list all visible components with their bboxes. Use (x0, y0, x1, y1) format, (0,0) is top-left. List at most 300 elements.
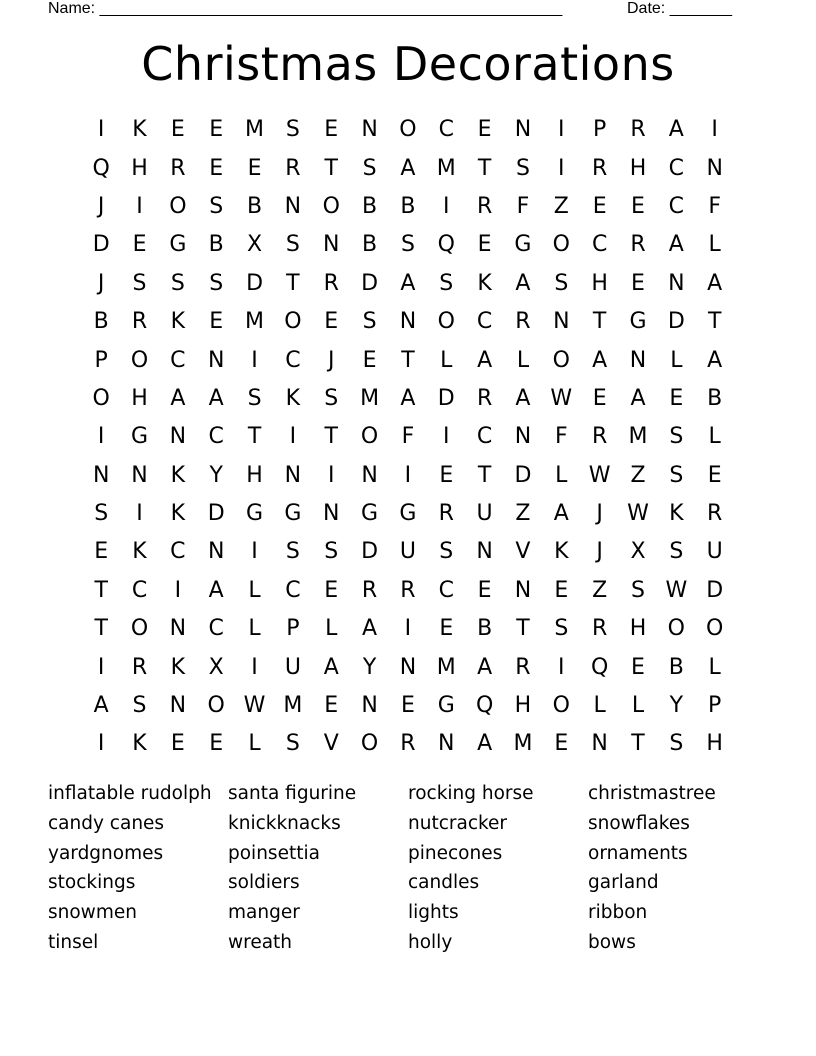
grid-letter: E (132, 232, 147, 258)
grid-letter: T (592, 309, 607, 335)
grid-letter: C (208, 616, 224, 642)
word-list-item: yardgnomes (48, 842, 164, 864)
grid-letter: O (130, 347, 149, 373)
grid-letter: G (130, 424, 149, 450)
grid-letter: A (93, 693, 109, 719)
grid-letter: L (708, 654, 721, 680)
grid-letter: R (630, 232, 646, 258)
grid-letter: M (436, 654, 456, 680)
grid-letter: I (558, 117, 565, 143)
grid-letter: S (554, 270, 569, 296)
grid-letter: N (169, 424, 187, 450)
grid-letter: G (437, 693, 455, 719)
grid-letter: A (477, 731, 493, 757)
grid-letter: K (285, 385, 301, 411)
grid-letter: D (706, 577, 724, 603)
grid-letter: A (515, 270, 531, 296)
grid-row (82, 303, 734, 341)
grid-letter: R (591, 155, 608, 181)
grid-letter: K (170, 654, 186, 680)
grid-letter: M (628, 424, 648, 450)
grid-letter: U (706, 539, 723, 565)
grid-letter: O (552, 232, 570, 258)
word-list-item: poinsettia (228, 842, 320, 864)
grid-row (82, 457, 734, 495)
grid-letter: N (438, 731, 455, 757)
grid-letter: O (399, 117, 417, 143)
grid-letter: R (361, 577, 378, 603)
grid-letter: G (399, 501, 417, 527)
grid-letter: O (360, 731, 379, 757)
grid-letter: R (476, 385, 493, 411)
grid-letter: E (324, 693, 339, 719)
word-list-item: tinsel (48, 931, 99, 953)
grid-letter: E (631, 654, 645, 680)
grid-row (82, 111, 734, 149)
grid-row (82, 610, 734, 648)
grid-letter: O (169, 193, 187, 219)
grid-row (82, 572, 734, 610)
grid-letter: O (552, 693, 570, 719)
grid-letter: Y (362, 654, 377, 680)
grid-letter: O (552, 347, 570, 373)
word-list-item: snowmen (48, 902, 137, 924)
grid-letter: N (284, 462, 302, 488)
grid-letter: E (669, 385, 684, 411)
grid-letter: A (400, 270, 416, 296)
grid-letter: V (323, 731, 339, 757)
word-list-column (48, 779, 228, 958)
grid-letter: E (707, 462, 722, 488)
grid-letter: A (477, 347, 493, 373)
grid-row (82, 341, 734, 379)
grid-letter: L (248, 577, 261, 603)
grid-letter: A (553, 501, 569, 527)
grid-letter: J (327, 347, 335, 373)
grid-letter: K (554, 539, 569, 565)
grid-letter: L (631, 693, 645, 719)
grid-letter: I (251, 347, 258, 373)
word-list-column (228, 779, 408, 958)
grid-letter: A (707, 270, 723, 296)
grid-row (82, 265, 734, 303)
grid-letter: E (477, 577, 492, 603)
grid-letter: Q (437, 232, 455, 258)
letter-grid (82, 111, 734, 764)
grid-letter: M (245, 117, 265, 143)
grid-letter: I (97, 117, 105, 143)
word-list-item: soldiers (228, 872, 300, 894)
grid-letter: K (170, 501, 186, 527)
grid-letter: S (209, 270, 224, 296)
grid-letter: E (324, 577, 339, 603)
grid-letter: L (555, 462, 568, 488)
grid-letter: N (514, 577, 532, 603)
grid-letter: I (136, 193, 143, 219)
grid-letter: I (174, 577, 182, 603)
word-list-item: christmastree (588, 783, 716, 804)
grid-letter: D (92, 232, 110, 258)
grid-letter: S (170, 270, 185, 296)
grid-letter: N (514, 424, 532, 450)
grid-letter: D (207, 501, 225, 527)
grid-letter: P (94, 347, 108, 373)
grid-letter: O (360, 424, 379, 450)
grid-letter: G (284, 501, 302, 527)
grid-letter: S (132, 693, 147, 719)
grid-letter: E (170, 731, 185, 757)
grid-letter: M (513, 731, 533, 757)
grid-letter: W (665, 577, 688, 603)
grid-letter: N (476, 539, 493, 565)
grid-letter: M (245, 309, 265, 335)
grid-letter: I (443, 424, 450, 450)
grid-letter: C (476, 309, 493, 335)
grid-letter: C (438, 117, 454, 143)
grid-letter: W (588, 462, 611, 488)
grid-letter: H (131, 385, 148, 411)
grid-letter: Z (630, 462, 646, 488)
grid-row (82, 725, 734, 763)
word-list-item: holly (408, 931, 453, 953)
grid-letter: Y (669, 693, 684, 719)
grid-letter: T (94, 577, 108, 603)
grid-letter: A (630, 385, 646, 411)
grid-letter: Q (475, 693, 494, 719)
grid-letter: U (476, 501, 493, 527)
grid-letter: L (708, 232, 721, 258)
grid-letter: C (668, 155, 685, 181)
grid-letter: O (437, 309, 455, 335)
grid-letter: I (327, 462, 335, 488)
grid-letter: J (596, 501, 603, 527)
grid-letter: T (247, 424, 262, 450)
word-list (48, 779, 768, 958)
grid-letter: S (439, 539, 454, 565)
grid-letter: A (477, 654, 493, 680)
grid-letter: K (170, 309, 186, 335)
grid-letter: T (516, 616, 530, 642)
grid-letter: F (516, 193, 530, 219)
grid-letter: R (591, 424, 608, 450)
grid-letter: R (630, 117, 646, 143)
grid-letter: D (514, 462, 532, 488)
grid-row (82, 226, 734, 264)
grid-letter: T (324, 155, 338, 181)
grid-letter: B (93, 309, 109, 335)
grid-letter: F (708, 193, 721, 219)
word-list-item: ribbon (588, 902, 648, 924)
grid-letter: E (324, 117, 339, 143)
grid-row (82, 149, 734, 187)
grid-letter: N (131, 462, 148, 488)
grid-letter: G (246, 501, 264, 527)
grid-letter: A (208, 385, 224, 411)
grid-letter: J (596, 539, 603, 565)
word-list-item: pinecones (408, 842, 503, 864)
word-list-item: manger (228, 902, 300, 924)
grid-letter: O (284, 309, 302, 335)
grid-letter: R (285, 155, 301, 181)
grid-letter: N (361, 693, 378, 719)
grid-letter: R (476, 193, 493, 219)
grid-letter: A (362, 616, 378, 642)
grid-letter: R (323, 270, 339, 296)
grid-letter: R (707, 501, 723, 527)
grid-letter: K (132, 731, 147, 757)
grid-letter: S (554, 616, 569, 642)
grid-letter: E (209, 731, 224, 757)
grid-letter: A (208, 577, 224, 603)
grid-letter: A (170, 385, 186, 411)
grid-letter: I (136, 501, 143, 527)
grid-letter: R (438, 501, 454, 527)
grid-letter: L (670, 347, 683, 373)
grid-letter: S (669, 731, 684, 757)
date-field-label: Date: _______ (627, 0, 732, 17)
grid-letter: N (706, 155, 723, 181)
grid-letter: W (627, 501, 649, 527)
grid-letter: L (248, 616, 261, 642)
grid-letter: S (94, 501, 109, 527)
grid-letter: H (246, 462, 263, 488)
grid-letter: X (208, 654, 224, 680)
name-field-label: Name: ____________________________________________________ (48, 0, 563, 17)
grid-letter: R (170, 155, 186, 181)
grid-letter: X (247, 232, 263, 258)
grid-letter: S (285, 232, 300, 258)
grid-letter: K (132, 117, 147, 143)
grid-letter: I (289, 424, 297, 450)
word-list-item: stockings (48, 872, 136, 894)
grid-letter: E (170, 117, 185, 143)
word-list-item: ornaments (588, 842, 688, 864)
grid-letter: P (593, 117, 607, 143)
grid-letter: N (361, 117, 378, 143)
word-list-item: snowflakes (588, 812, 690, 834)
grid-letter: T (477, 155, 492, 181)
grid-letter: R (131, 654, 148, 680)
grid-letter: E (324, 309, 339, 335)
grid-letter: O (706, 616, 724, 642)
grid-letter: E (94, 539, 109, 565)
grid-letter: C (285, 577, 301, 603)
grid-letter: I (251, 654, 258, 680)
grid-letter: E (209, 155, 224, 181)
grid-letter: I (404, 462, 412, 488)
grid-letter: S (439, 270, 454, 296)
grid-letter: K (669, 501, 684, 527)
grid-letter: N (591, 731, 608, 757)
grid-letter: S (669, 424, 684, 450)
word-list-item: garland (588, 872, 659, 894)
grid-letter: N (668, 270, 685, 296)
grid-letter: N (361, 462, 378, 488)
grid-letter: O (667, 616, 685, 642)
grid-letter: C (131, 577, 148, 603)
grid-letter: R (515, 309, 531, 335)
grid-letter: C (591, 232, 608, 258)
grid-letter: T (477, 462, 492, 488)
grid-letter: B (707, 385, 723, 411)
grid-letter: B (400, 193, 416, 219)
grid-letter: S (362, 155, 377, 181)
grid-letter: I (711, 117, 718, 143)
word-list-column (408, 779, 588, 958)
grid-letter: N (323, 232, 340, 258)
grid-letter: S (247, 385, 262, 411)
grid-letter: N (169, 693, 187, 719)
grid-letter: S (324, 539, 339, 565)
grid-letter: O (92, 385, 110, 411)
grid-letter: L (325, 616, 338, 642)
grid-letter: I (97, 424, 105, 450)
grid-row (82, 380, 734, 418)
grid-letter: T (631, 731, 645, 757)
grid-letter: Z (515, 501, 531, 527)
grid-letter: M (436, 155, 456, 181)
grid-letter: S (669, 462, 684, 488)
grid-letter: I (97, 654, 105, 680)
grid-letter: S (209, 193, 224, 219)
grid-letter: D (361, 270, 379, 296)
grid-letter: G (361, 501, 379, 527)
grid-letter: C (170, 347, 186, 373)
grid-letter: E (439, 462, 454, 488)
grid-letter: J (97, 270, 105, 296)
grid-letter: G (514, 232, 532, 258)
word-list-item: inflatable rudolph (48, 783, 212, 804)
grid-letter: G (169, 232, 187, 258)
grid-letter: L (440, 347, 453, 373)
grid-letter: A (707, 347, 723, 373)
grid-letter: A (400, 385, 416, 411)
grid-letter: Y (209, 462, 223, 488)
grid-letter: P (286, 616, 300, 642)
grid-letter: A (323, 654, 339, 680)
grid-letter: E (209, 117, 224, 143)
grid-row (82, 533, 734, 571)
grid-letter: B (668, 654, 684, 680)
grid-letter: E (631, 270, 645, 296)
grid-letter: N (553, 309, 570, 335)
grid-letter: K (170, 462, 186, 488)
grid-letter: T (707, 309, 722, 335)
grid-letter: G (629, 309, 647, 335)
grid-letter: U (399, 539, 416, 565)
grid-letter: O (130, 616, 149, 642)
word-list-item: lights (408, 902, 459, 924)
grid-letter: N (169, 616, 187, 642)
grid-letter: E (631, 193, 645, 219)
grid-letter: B (208, 232, 224, 258)
grid-letter: V (515, 539, 531, 565)
grid-letter: C (208, 424, 224, 450)
grid-letter: N (399, 309, 417, 335)
grid-letter: B (362, 232, 378, 258)
grid-letter: T (324, 424, 338, 450)
grid-letter: C (438, 577, 454, 603)
grid-letter: N (514, 117, 532, 143)
grid-letter: I (558, 155, 565, 181)
grid-letter: S (631, 577, 645, 603)
grid-row (82, 418, 734, 456)
grid-letter: E (592, 385, 607, 411)
grid-letter: E (439, 616, 454, 642)
grid-letter: D (246, 270, 264, 296)
grid-letter: S (285, 117, 300, 143)
grid-letter: E (362, 347, 377, 373)
grid-letter: K (132, 539, 147, 565)
grid-letter: I (97, 731, 105, 757)
grid-letter: R (400, 577, 416, 603)
grid-letter: S (324, 385, 339, 411)
word-list-item: candy canes (48, 812, 165, 834)
grid-letter: S (132, 270, 147, 296)
grid-letter: R (591, 616, 608, 642)
grid-letter: L (593, 693, 606, 719)
grid-letter: I (251, 539, 258, 565)
grid-letter: S (285, 539, 300, 565)
grid-letter: R (400, 731, 416, 757)
grid-letter: K (477, 270, 492, 296)
grid-letter: H (514, 693, 532, 719)
grid-letter: N (323, 501, 340, 527)
grid-letter: E (400, 693, 415, 719)
grid-letter: O (207, 693, 225, 719)
grid-letter: S (362, 309, 377, 335)
grid-letter: N (399, 654, 417, 680)
word-list-item: candles (408, 872, 480, 894)
grid-letter: A (592, 347, 608, 373)
word-list-item: nutcracker (408, 812, 508, 834)
grid-letter: M (283, 693, 303, 719)
grid-letter: Z (592, 577, 608, 603)
grid-letter: J (97, 193, 105, 219)
grid-letter: E (209, 309, 224, 335)
grid-letter: H (131, 155, 148, 181)
grid-letter: I (558, 654, 565, 680)
grid-letter: I (443, 193, 450, 219)
grid-letter: P (708, 693, 722, 719)
grid-letter: Q (92, 155, 110, 181)
grid-letter: R (515, 654, 531, 680)
word-list-item: knickknacks (228, 812, 341, 834)
grid-letter: I (404, 616, 412, 642)
grid-letter: L (516, 347, 530, 373)
grid-letter: C (476, 424, 493, 450)
grid-letter: D (361, 539, 379, 565)
grid-letter: T (286, 270, 300, 296)
word-list-item: bows (588, 931, 636, 953)
grid-letter: D (437, 385, 455, 411)
word-list-item: rocking horse (408, 783, 534, 804)
header (48, 0, 748, 18)
grid-letter: A (515, 385, 531, 411)
grid-letter: W (550, 385, 573, 411)
grid-letter: A (668, 232, 684, 258)
grid-letter: T (401, 347, 415, 373)
grid-letter: A (668, 117, 684, 143)
word-list-column (588, 779, 768, 958)
grid-letter: X (630, 539, 646, 565)
grid-letter: L (708, 424, 721, 450)
grid-letter: U (284, 654, 301, 680)
grid-letter: B (362, 193, 378, 219)
grid-letter: M (360, 385, 380, 411)
grid-letter: A (400, 155, 416, 181)
grid-letter: E (554, 577, 569, 603)
